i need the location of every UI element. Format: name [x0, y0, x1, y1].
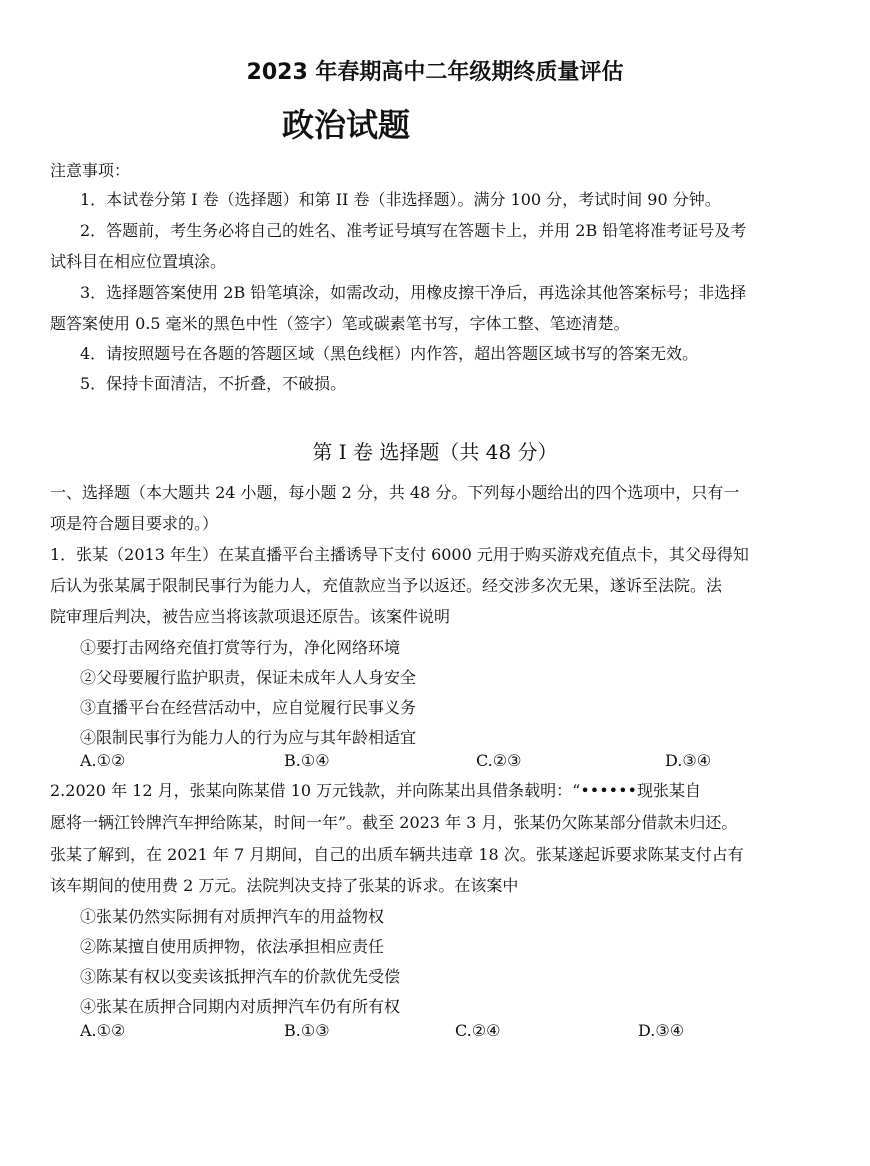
- section-intro: 项是符合题目要求的。）: [50, 514, 219, 533]
- exam-title: 2023 年春期高中二年级期终质量评估: [246, 60, 624, 85]
- option-a[interactable]: A.①②: [80, 1021, 126, 1040]
- notice-heading: 注意事项：: [50, 161, 131, 180]
- section-intro: 一、选择题（本大题共 24 小题，每小题 2 分，共 48 分。下列每小题给出的四个选项中，只有一: [50, 483, 740, 502]
- question-1-stem: 院审理后判决，被告应当将该款项退还原告。该案件说明: [50, 607, 451, 626]
- question-2-item: ①张某仍然实际拥有对质押汽车的用益物权: [80, 907, 385, 926]
- notice-line: 5．保持卡面清洁，不折叠，不破损。: [80, 374, 347, 393]
- question-2-stem: 张某了解到，在 2021 年 7 月期间，自己的出质车辆共违章 18 次。张某遂起诉要求陈某支付占有: [50, 845, 744, 864]
- question-1-item: ④限制民事行为能力人的行为应与其年龄相适宜: [80, 728, 417, 747]
- notice-line: 1．本试卷分第 I 卷（选择题）和第 II 卷（非选择题）。满分 100 分，考试时间 90 分钟。: [80, 190, 721, 209]
- notice-line: 题答案使用 0.5 毫米的黑色中性（签字）笔或碳素笔书写，字体工整、笔迹清楚。: [50, 314, 630, 333]
- notice-line: 3．选择题答案使用 2B 铅笔填涂，如需改动，用橡皮擦干净后，再选涂其他答案标号；非选择: [80, 283, 747, 302]
- option-c[interactable]: C.②④: [455, 1021, 501, 1040]
- question-2-item: ②陈某擅自使用质押物，依法承担相应责任: [80, 937, 385, 956]
- option-b[interactable]: B.①④: [284, 751, 330, 770]
- exam-subject-title: 政治试题: [282, 106, 411, 144]
- question-2-stem: 2.2020 年 12 月，张某向陈某借 10 万元钱款，并向陈某出具借条载明：“••••••现张某自: [50, 781, 701, 800]
- notice-line: 4．请按照题号在各题的答题区域（黑色线框）内作答，超出答题区域书写的答案无效。: [80, 344, 699, 363]
- option-c[interactable]: C.②③: [476, 751, 522, 770]
- option-d[interactable]: D.③④: [638, 1021, 685, 1040]
- question-2-item: ③陈某有权以变卖该抵押汽车的价款优先受偿: [80, 967, 401, 986]
- option-d[interactable]: D.③④: [665, 751, 712, 770]
- question-1-item: ①要打击网络充值打赏等行为，净化网络环境: [80, 638, 401, 657]
- question-2-item: ④张某在质押合同期内对质押汽车仍有所有权: [80, 997, 401, 1016]
- notice-line: 试科目在相应位置填涂。: [50, 252, 227, 271]
- question-2-stem: 该车期间的使用费 2 万元。法院判决支持了张某的诉求。在该案中: [50, 876, 519, 895]
- option-b[interactable]: B.①③: [284, 1021, 330, 1040]
- notice-line: 2．答题前，考生务必将自己的姓名、准考证号填写在答题卡上，并用 2B 铅笔将准考证号及考: [80, 221, 747, 240]
- option-a[interactable]: A.①②: [80, 751, 126, 770]
- question-2-stem: 愿将一辆江铃牌汽车押给陈某，时间一年”。截至 2023 年 3 月，张某仍欠陈某部分借款未归还。: [50, 813, 738, 832]
- section-title: 第 I 卷 选择题（共 48 分）: [312, 440, 558, 464]
- question-1-item: ②父母要履行监护职责，保证未成年人人身安全: [80, 668, 417, 687]
- question-1-stem: 1．张某（2013 年生）在某直播平台主播诱导下支付 6000 元用于购买游戏充值点卡，其父母得知: [50, 545, 749, 564]
- question-1-item: ③直播平台在经营活动中，应自觉履行民事义务: [80, 698, 417, 717]
- question-1-stem: 后认为张某属于限制民事行为能力人，充值款应当予以返还。经交涉多次无果，遂诉至法院。法: [50, 576, 723, 595]
